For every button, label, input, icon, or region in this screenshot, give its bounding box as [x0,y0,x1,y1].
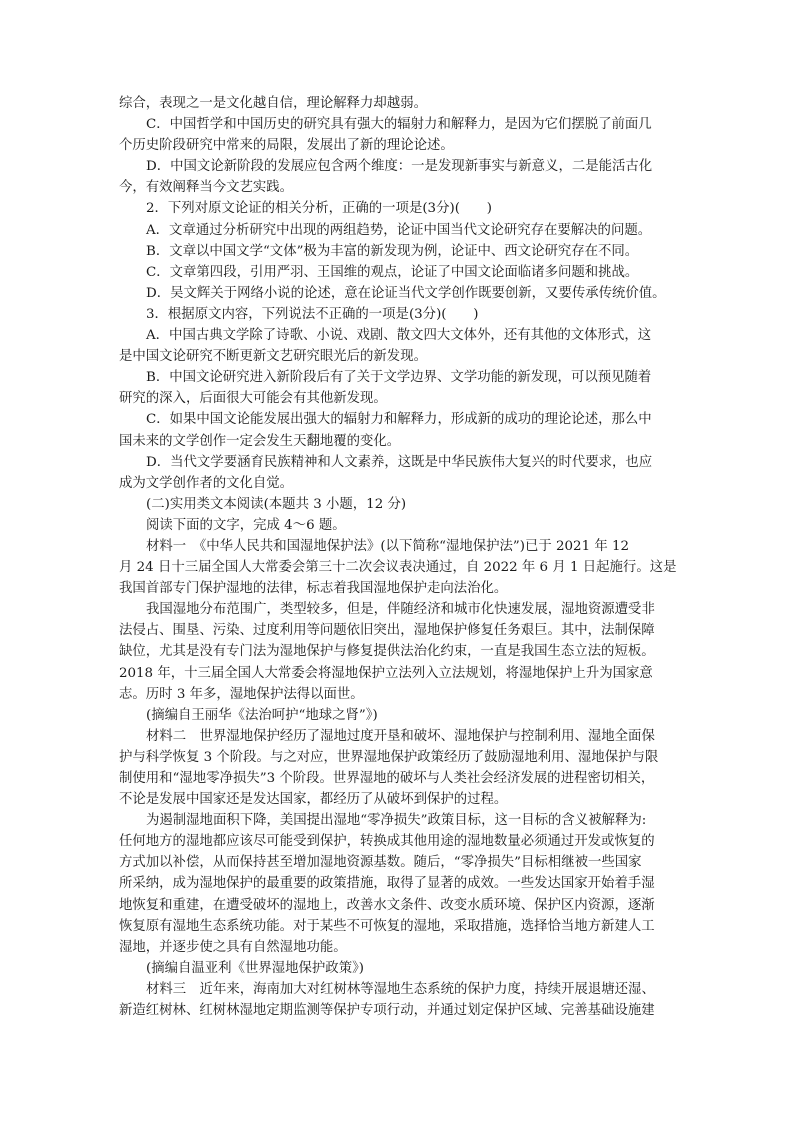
text-line: D．中国文论新阶段的发展应包含两个维度：一是发现新事实与新意义，二是能活古化 [146,159,653,175]
instruction-line: 阅读下面的文字，完成 4～6 题。 [146,517,346,533]
text-line: 我国首部专门保护湿地的法律，标志着我国湿地保护走向法治化。 [119,581,508,597]
option-line: B．文章以中国文学“文体”极为丰富的新发现为例，论证中、西文论研究存在不同。 [146,243,639,259]
text-line: 不论是发展中国家还是发达国家，都经历了从破坏到保护的过程。 [119,792,508,808]
option-line: C．如果中国文论能发展出强大的辐射力和解释力，形成新的成功的理论论述，那么中 [146,412,652,428]
text-line: 月 24 日十三届全国人大常委会第三十二次会议表决通过，自 2022 年 6 月 1 日起施行。这是 [119,560,677,576]
document-body [119,93,681,1021]
text-line: 研究的深入，后面很大可能会有其他新发现。 [119,391,387,407]
text-line: 护与科学恢复 3 个阶段。与之对应，世界湿地保护政策经历了鼓励湿地利用、湿地保护与限 [119,749,659,765]
paragraph-start: 我国湿地分布范围广，类型较多，但是，伴随经济和城市化快速发展，湿地资源遭受非 [146,602,655,618]
source-citation: (摘编自王丽华《法治呵护“地球之肾”》) [146,707,378,723]
option-line: A．中国古典文学除了诗歌、小说、戏剧、散文四大文体外，还有其他的文体形式，这 [146,328,652,344]
option-line: D．当代文学要涵育民族精神和人文素养，这既是中华民族伟大复兴的时代要求，也应 [146,454,653,470]
text-line: 制使用和“湿地零净损失”3 个阶段。世界湿地的破坏与人类社会经济发展的进程密切相关， [119,771,655,786]
text-line: 是中国文论研究不断更新文艺研究眼光后的新发现。 [119,349,427,365]
section-heading: (二)实用类文本阅读(本题共 3 小题，12 分) [146,496,407,512]
question-3-stem: 3．根据原文内容，下列说法不正确的一项是(3分)( ) [146,306,479,322]
text-line: 缺位，尤其是没有专门法为湿地保护与修复提供法治化约束，一直是我国生态立法的短板。 [119,644,655,660]
text-line: 法侵占、围垦、污染、过度利用等问题依旧突出，湿地保护修复任务艰巨。其中，法制保障 [119,623,655,639]
text-line: 个历史阶段研究中常来的局限，发展出了新的理论论述。 [119,138,454,154]
text-line: C．中国哲学和中国历史的研究具有强大的辐射力和解释力，是因为它们摆脱了前面几 [146,117,652,133]
paragraph-start: 为遏制湿地面积下降，美国提出湿地“零净损失”政策目标，这一目标的含义被解释为: [146,813,647,829]
material-2-start: 材料二 世界湿地保护经历了湿地过度开垦和破坏、湿地保护与控制利用、湿地全面保 [146,728,655,744]
text-line: 今，有效阐释当今文艺实践。 [119,180,294,196]
text-line: 2018 年，十三届全国人大常委会将湿地保护立法列入立法规划，将湿地保护上升为国家意 [119,665,653,681]
source-citation: (摘编自温亚利《世界湿地保护政策》) [146,960,364,976]
material-1-start: 材料一 《中华人民共和国湿地保护法》(以下简称“湿地保护法”)已于 2021 年 12 [146,538,630,554]
option-line: C．文章第四段，引用严羽、王国维的观点，论证了中国文论面临诸多问题和挑战。 [146,264,639,280]
option-line: A．文章通过分析研究中出现的两组趋势，论证中国当代文论研究存在要解决的问题。 [146,222,652,238]
text-line: 新造红树林、红树林湿地定期监测等保护专项行动，并通过划定保护区域、完善基础设施建 [119,1003,655,1019]
question-2-stem: 2．下列对原文论证的相关分析，正确的一项是(3分)( ) [146,201,492,217]
text-line: 所采纳，成为湿地保护的最重要的政策措施，取得了显著的成效。一些发达国家开始着手湿 [119,876,655,892]
text-line: 任何地方的湿地都应该尽可能受到保护，转换成其他用途的湿地数量必须通过开发或恢复的 [119,834,655,850]
text-line: 国未来的文学创作一定会发生天翻地覆的变化。 [119,433,401,449]
material-3-start: 材料三 近年来，海南加大对红树林等湿地生态系统的保护力度，持续开展退塘还湿、 [146,981,655,997]
option-line: D．吴文辉关于网络小说的论述，意在论证当代文学创作既要创新，又要传承传统价值。 [146,285,666,301]
text-line: 地恢复和重建，在遭受破坏的湿地上，改善水文条件、改变水质环境、保护区内资源，逐渐 [119,897,655,913]
option-line: B．中国文论研究进入新阶段后有了关于文学边界、文学功能的新发现，可以预见随着 [146,370,652,386]
text-line: 湿地，并逐步使之具有自然湿地功能。 [119,939,347,955]
text-line: 志。历时 3 年多，湿地保护法得以面世。 [119,686,364,702]
text-line: 成为文学创作者的文化自觉。 [119,475,294,491]
text-line: 方式加以补偿，从而保持甚至增加湿地资源基数。随后，“零净损失”目标相继被一些国家 [119,855,642,871]
text-line: 恢复原有湿地生态系统功能。对于某些不可恢复的湿地，采取措施，选择恰当地方新建人工 [119,918,655,934]
text-line: 综合，表现之一是文化越自信，理论解释力却越弱。 [119,96,427,111]
